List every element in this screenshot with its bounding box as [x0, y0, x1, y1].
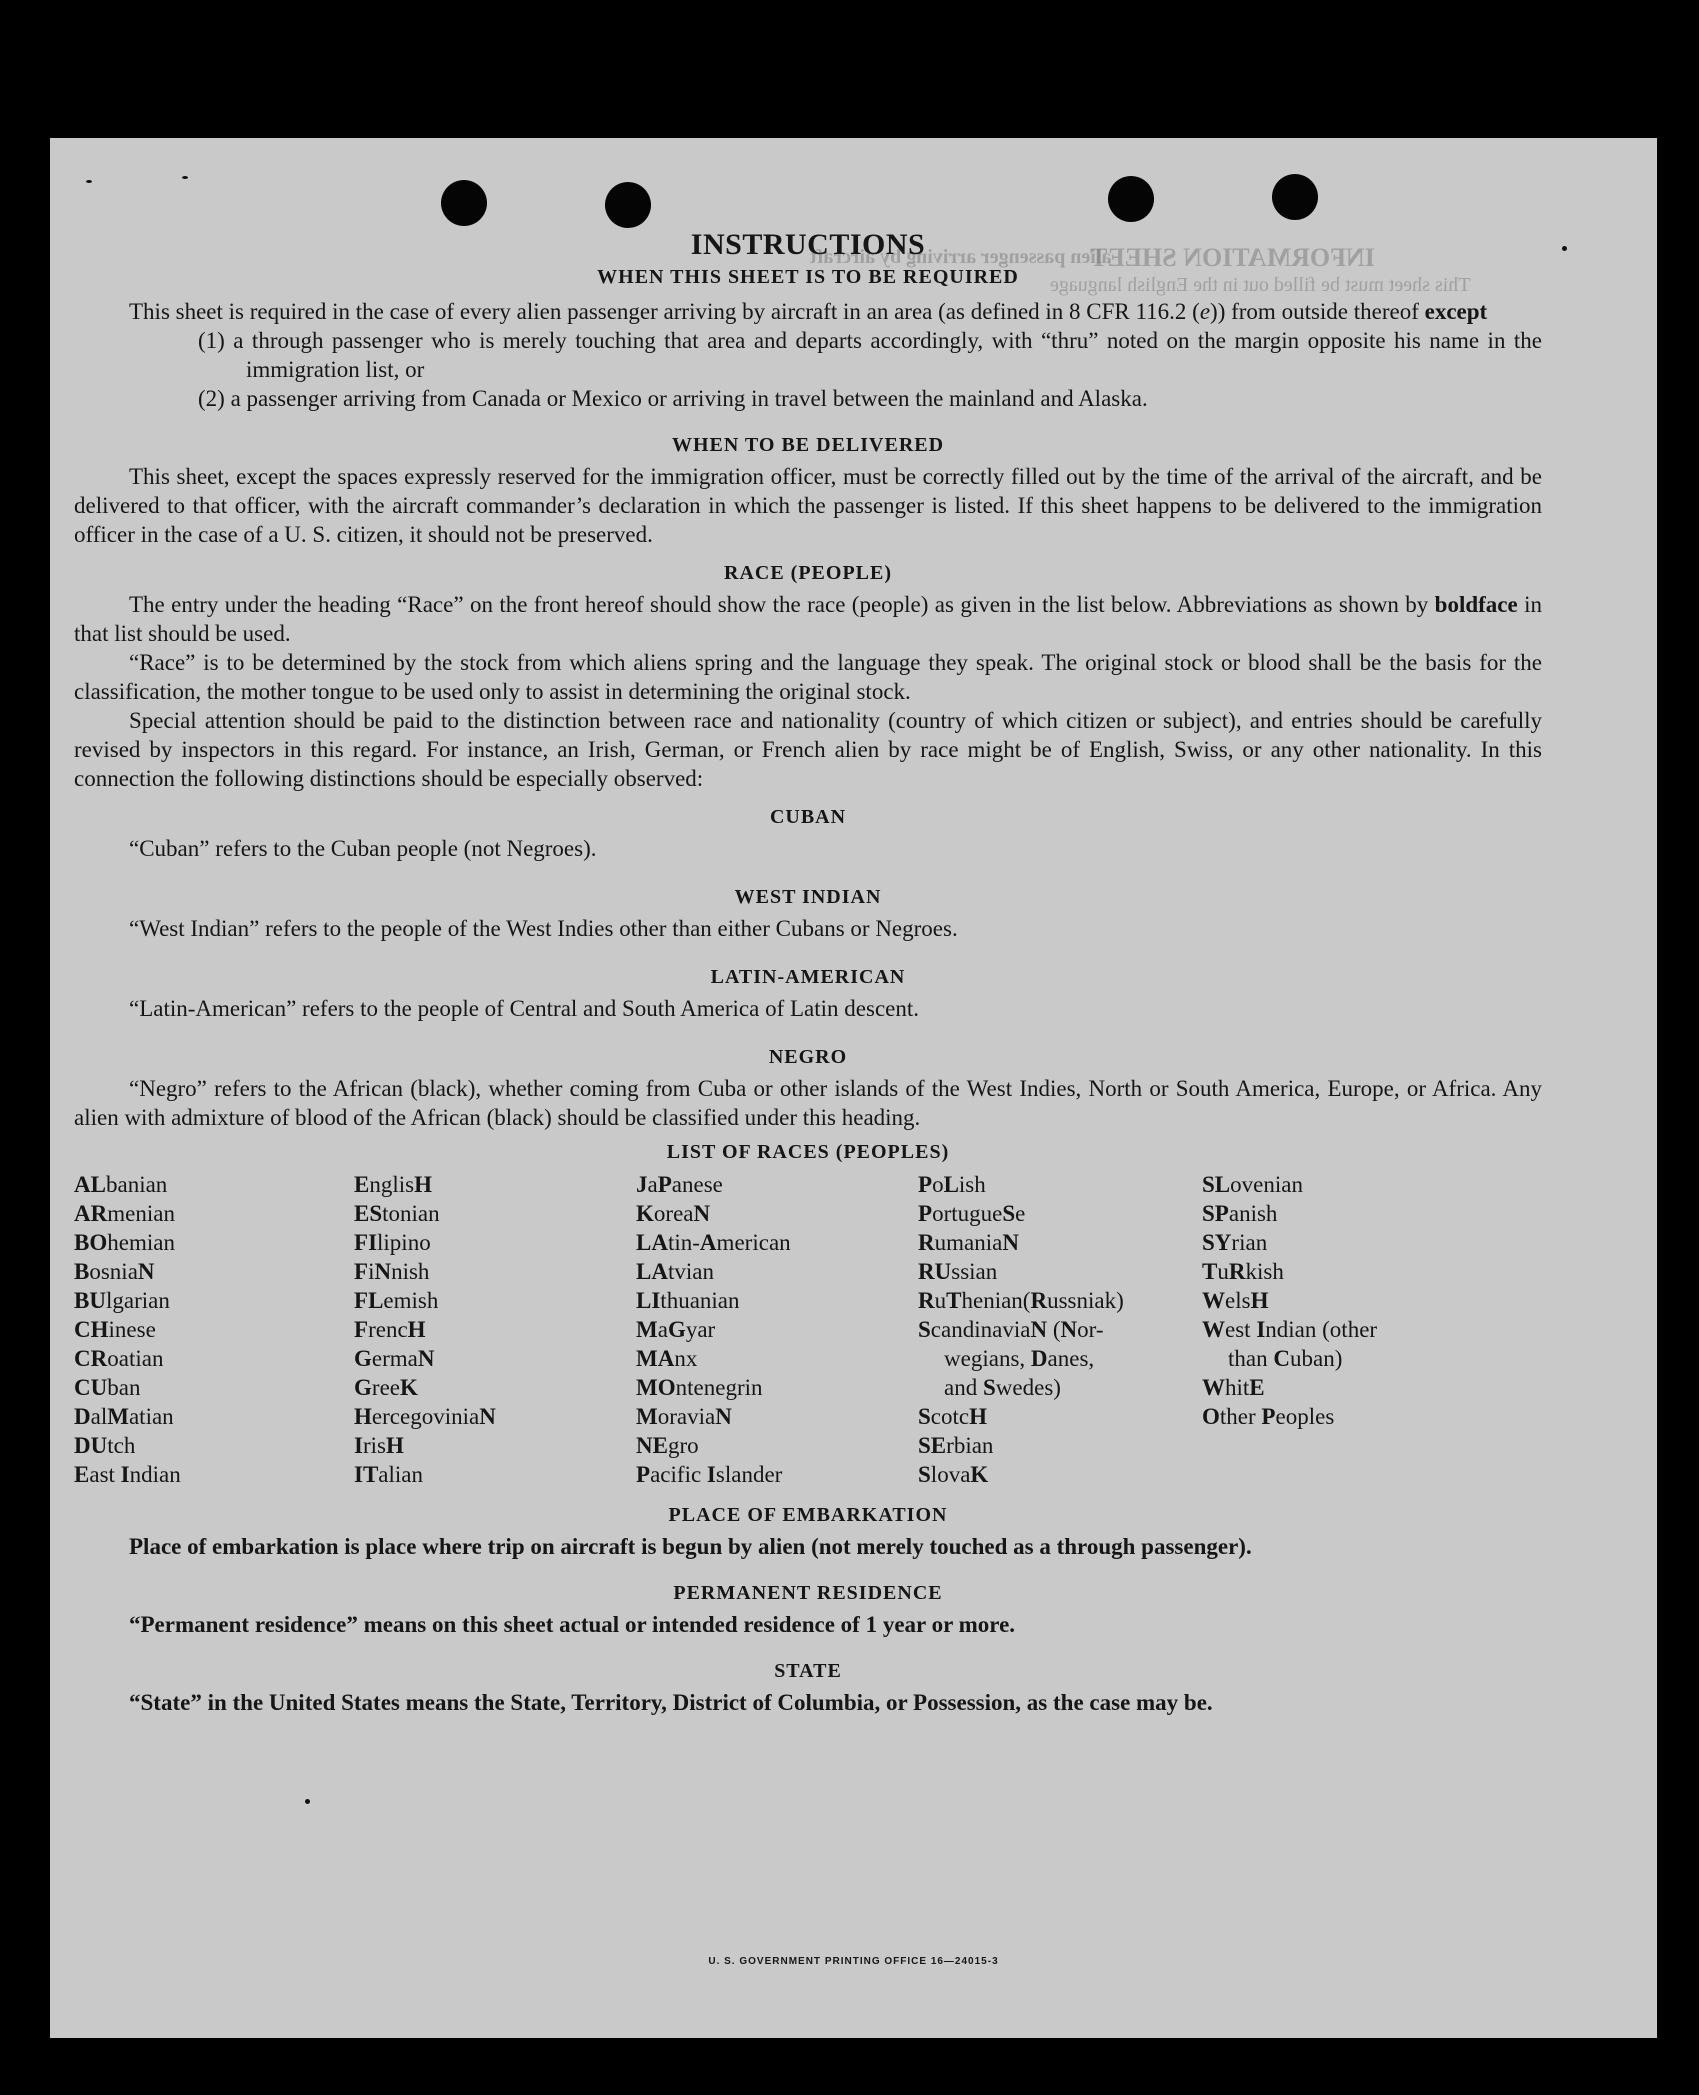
- when-delivered-body: This sheet, except the spaces expressly reserved for the immigration officer, must be correctly filled out by the time of the arrival of the aircraft, and be delivered to that officer, with the aircraft commander’s declaration in which the passenger is listed. If this sheet happens to be delivered to the immigration officer in the case of a U. S. citizen, it should not be preserved.: [74, 464, 1542, 547]
- race-entry: GreeK: [354, 1375, 418, 1400]
- race-entry: IrisH: [354, 1433, 404, 1458]
- section-heading-state: STATE: [774, 1660, 842, 1682]
- race-entry: WelsH: [1202, 1288, 1269, 1313]
- section-heading-race: RACE (PEOPLE): [724, 562, 892, 584]
- race-entry: DUtch: [74, 1433, 136, 1458]
- race-entry: MOntenegrin: [636, 1375, 763, 1400]
- race-entry: BUlgarian: [74, 1288, 170, 1313]
- race-entry: ARmenian: [74, 1201, 175, 1226]
- race-entry: East Indian: [74, 1462, 181, 1487]
- state-body: “State” in the United States means the State, Territory, District of Columbia, or Possession, as the case may be.: [129, 1690, 1213, 1715]
- race-paragraph-2: “Race” is to be determined by the stock from which aliens spring and the language they speak. The original stock or blood shall be the basis for the classification, the mother tongue to be used only to assist in determining the original stock.: [74, 650, 1542, 704]
- race-entry: CHinese: [74, 1317, 156, 1342]
- race-entry: BOhemian: [74, 1230, 175, 1255]
- punch-hole: [605, 182, 651, 228]
- section-heading-latin-american: LATIN-AMERICAN: [710, 966, 906, 988]
- punch-hole: [441, 180, 487, 226]
- race-entry: ScandinaviaN (Nor-: [918, 1317, 1104, 1342]
- bleed-through-text: alien passenger arriving by aircraft: [810, 246, 1112, 268]
- race-entry: JaPanese: [636, 1172, 723, 1197]
- race-entry: PortugueSe: [918, 1201, 1026, 1226]
- section-heading-west-indian: WEST INDIAN: [734, 886, 882, 908]
- race-entry: LAtin-American: [636, 1230, 791, 1255]
- race-entry: FLemish: [354, 1288, 439, 1313]
- section-heading-residence: PERMANENT RESIDENCE: [673, 1582, 943, 1604]
- race-entry: MaGyar: [636, 1317, 716, 1342]
- race-entry: CRoatian: [74, 1346, 164, 1371]
- race-entry: FrencH: [354, 1317, 426, 1342]
- instructions-content: [74, 228, 1542, 1717]
- race-entry: WhitE: [1202, 1375, 1265, 1400]
- race-entry: ScotcH: [918, 1404, 988, 1429]
- speck: [182, 176, 188, 179]
- speck: [86, 180, 92, 183]
- race-entry: RUssian: [918, 1259, 998, 1284]
- race-entry: West Indian (other: [1202, 1317, 1378, 1342]
- race-column: [918, 1170, 1202, 1489]
- race-entry: EnglisH: [354, 1172, 432, 1197]
- race-list: [74, 1170, 1542, 1489]
- race-entry: HercegoviniaN: [354, 1404, 496, 1429]
- race-entry: SYrian: [1202, 1230, 1268, 1255]
- when-required-intro: This sheet is required in the case of every alien passenger arriving by aircraft in an area (as defined in 8 CFR 116.2 (e)) from outside thereof except: [129, 299, 1488, 324]
- race-entry: KoreaN: [636, 1201, 711, 1226]
- race-entry: Pacific Islander: [636, 1462, 783, 1487]
- race-entry: MAnx: [636, 1346, 698, 1371]
- document-sheet: [50, 138, 1657, 2038]
- race-entry: ITalian: [354, 1462, 424, 1487]
- race-entry: Other Peoples: [1202, 1404, 1335, 1429]
- cuban-body: “Cuban” refers to the Cuban people (not Negroes).: [129, 836, 597, 861]
- race-column: [74, 1170, 354, 1489]
- race-entry: EStonian: [354, 1201, 440, 1226]
- section-heading-when-required: WHEN THIS SHEET IS TO BE REQUIRED: [597, 266, 1019, 288]
- race-entry: than Cuban): [1228, 1346, 1343, 1371]
- race-entry: RumaniaN: [918, 1230, 1019, 1255]
- west-indian-body: “West Indian” refers to the people of the West Indies other than either Cubans or Negroes.: [129, 916, 958, 941]
- section-heading-negro: NEGRO: [768, 1046, 848, 1068]
- race-entry: LAtvian: [636, 1259, 714, 1284]
- punch-hole: [1108, 176, 1154, 222]
- race-entry: LIthuanian: [636, 1288, 740, 1313]
- section-heading-embarkation: PLACE OF EMBARKATION: [668, 1504, 948, 1526]
- race-entry: SPanish: [1202, 1201, 1278, 1226]
- speck: [305, 1799, 310, 1804]
- race-entry: BosniaN: [74, 1259, 155, 1284]
- race-entry: NEgro: [636, 1433, 699, 1458]
- section-heading-cuban: CUBAN: [769, 806, 847, 828]
- page-title: INSTRUCTIONS: [690, 228, 926, 261]
- race-entry: SErbian: [918, 1433, 994, 1458]
- race-entry: MoraviaN: [636, 1404, 732, 1429]
- race-entry: PoLish: [918, 1172, 986, 1197]
- race-entry: ALbanian: [74, 1172, 168, 1197]
- race-entry: SLovenian: [1202, 1172, 1303, 1197]
- race-entry: FiNnish: [354, 1259, 430, 1284]
- race-entry: CUban: [74, 1375, 141, 1400]
- race-paragraph-3: Special attention should be paid to the distinction between race and nationality (country of which citizen or subject), and entries should be carefully revised by inspectors in this regard. For instance, an Irish, German, or French alien by race might be of English, Swiss, or any other nationality. In this connection the following distinctions should be especially observed:: [74, 708, 1542, 791]
- race-entry: SlovaK: [918, 1462, 989, 1487]
- race-entry: RuThenian(Russniak): [918, 1288, 1124, 1313]
- bleed-through-text: This sheet must be filled out in the English language: [1050, 274, 1471, 296]
- race-entry: GermaN: [354, 1346, 435, 1371]
- latin-american-body: “Latin-American” refers to the people of Central and South America of Latin descent.: [129, 996, 919, 1021]
- speck: [1562, 246, 1567, 251]
- printing-office-footer: U. S. GOVERNMENT PRINTING OFFICE 16—24015-3: [708, 1956, 999, 1967]
- embarkation-body: Place of embarkation is place where trip on aircraft is begun by alien (not merely touched as a through passenger).: [129, 1534, 1252, 1559]
- race-entry: FIlipino: [354, 1230, 431, 1255]
- section-heading-when-delivered: WHEN TO BE DELIVERED: [671, 434, 945, 456]
- punch-hole: [1272, 174, 1318, 220]
- race-column: [1202, 1170, 1482, 1489]
- race-column: [636, 1170, 918, 1489]
- negro-body: “Negro” refers to the African (black), whether coming from Cuba or other islands of the West Indies, North or South America, Europe, or Africa. Any alien with admixture of blood of the African (black) should be classified under this heading.: [74, 1076, 1542, 1130]
- race-entry: TuRkish: [1202, 1259, 1284, 1284]
- race-entry: wegians, Danes,: [944, 1346, 1095, 1371]
- residence-body: “Permanent residence” means on this sheet actual or intended residence of 1 year or more.: [129, 1612, 1016, 1637]
- race-entry: DalMatian: [74, 1404, 174, 1429]
- bleed-through-text: INFORMATION SHEET: [1090, 243, 1375, 272]
- race-paragraph-1: The entry under the heading “Race” on the front hereof should show the race (people) as given in the list below. Abbreviations as shown by boldface in that list should be used.: [74, 592, 1543, 646]
- race-entry: and Swedes): [944, 1375, 1061, 1400]
- race-column: [354, 1170, 636, 1489]
- when-required-item-1: (1) a through passenger who is merely touching that area and departs accordingly, with “thru” noted on the margin opposite his name in the immigration list, or: [198, 328, 1542, 382]
- section-heading-list-of-races: LIST OF RACES (PEOPLES): [666, 1141, 950, 1163]
- when-required-item-2: (2) a passenger arriving from Canada or Mexico or arriving in travel between the mainland and Alaska.: [198, 386, 1148, 411]
